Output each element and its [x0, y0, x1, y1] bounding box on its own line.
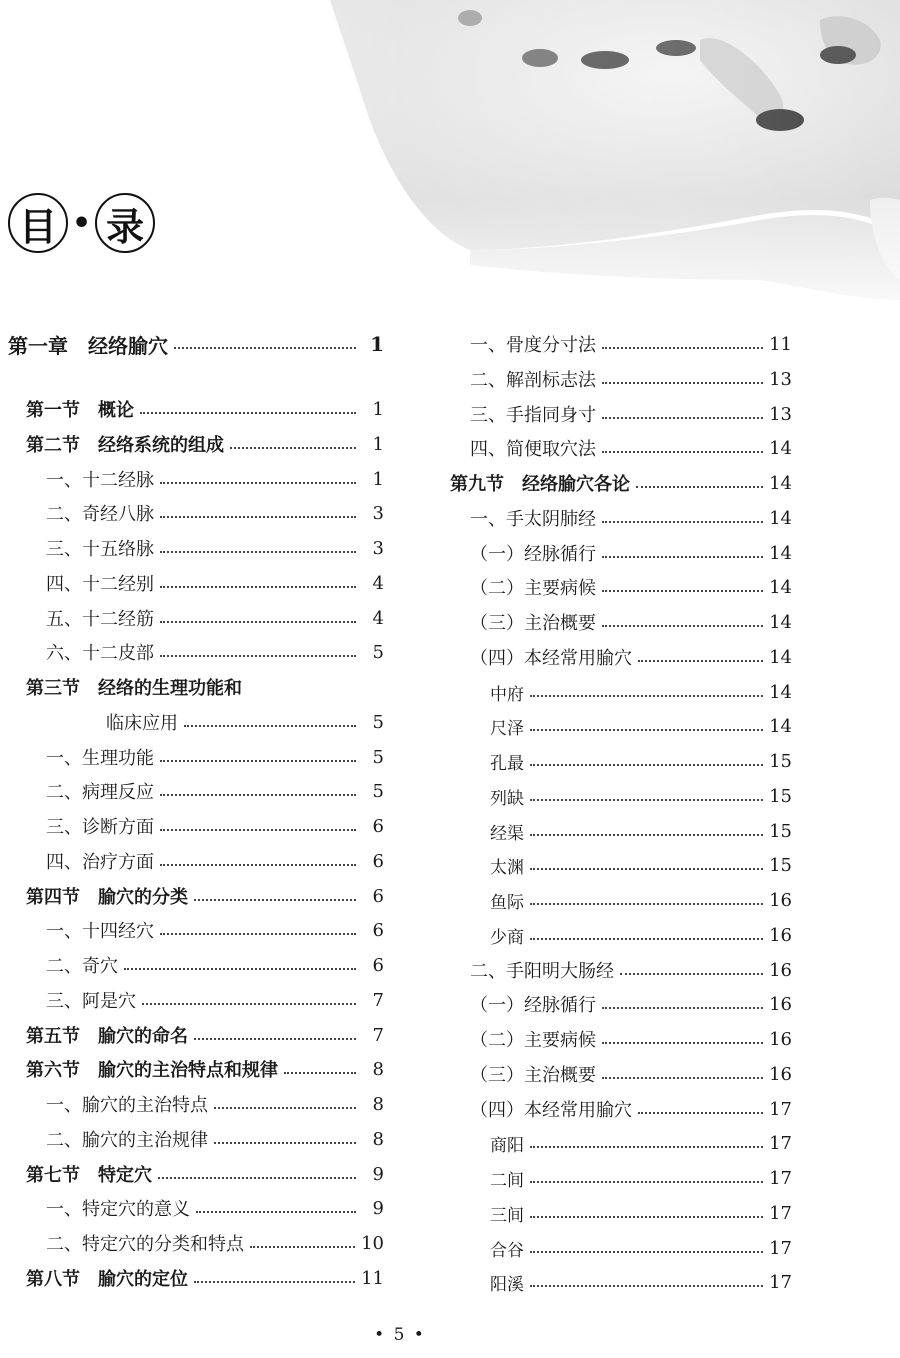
title-separator: • [72, 205, 92, 241]
toc-entry [432, 711, 792, 741]
toc-entry-page: 17 [769, 1098, 792, 1120]
toc-entry-label: 四、简便取穴法 [470, 439, 596, 460]
toc-entry-label: （四）本经常用腧穴 [470, 1100, 632, 1121]
toc-entry [8, 950, 384, 980]
toc-entry-page: 5 [372, 711, 384, 733]
toc-entry-page: 16 [769, 924, 792, 946]
toc-entry-page: 4 [372, 607, 384, 629]
toc-entry [432, 538, 792, 568]
toc-entry [8, 637, 384, 667]
dot-leader [196, 1211, 356, 1213]
toc-entry [432, 503, 792, 533]
dot-leader [602, 451, 763, 453]
toc-entry-label: 三间 [490, 1205, 524, 1226]
toc-entry-label: 第一节 概论 [26, 400, 134, 421]
toc-entry [432, 955, 792, 985]
toc-entry-label: 五、十二经筋 [46, 609, 154, 630]
dot-leader [284, 1072, 356, 1074]
dot-leader [602, 1007, 763, 1009]
toc-entry-page: 15 [769, 854, 792, 876]
toc-entry-label: 三、十五络脉 [46, 539, 154, 560]
toc-entry [432, 1198, 792, 1228]
toc-entry-label: 二、病理反应 [46, 782, 154, 803]
toc-entry-label: 商阳 [490, 1135, 524, 1156]
toc-entry-label: （四）本经常用腧穴 [470, 648, 632, 669]
toc-entry-label: 六、十二皮部 [46, 643, 154, 664]
dot-leader [638, 1112, 763, 1114]
dot-leader [174, 347, 356, 349]
toc-entry-page: 17 [769, 1132, 792, 1154]
dot-leader [602, 625, 763, 627]
toc-entry-page: 14 [769, 611, 792, 633]
dot-leader [530, 1181, 763, 1183]
toc-entry-page: 5 [372, 641, 384, 663]
toc-entry-page: 3 [372, 537, 384, 559]
toc-entry-label: 一、骨度分寸法 [470, 335, 596, 356]
dot-leader [602, 1042, 763, 1044]
page-title [8, 190, 155, 256]
toc-entry [8, 394, 384, 424]
toc-entry [8, 985, 384, 1015]
toc-entry [8, 603, 384, 633]
dot-leader [620, 973, 763, 975]
toc-entry [8, 329, 384, 359]
toc-entry [8, 1089, 384, 1119]
dot-leader [530, 868, 763, 870]
toc-entry-page: 6 [372, 885, 384, 907]
toc-entry-label: 少商 [490, 927, 524, 948]
toc-entry-label: 鱼际 [490, 892, 524, 913]
toc-entry-label: 第五节 腧穴的命名 [26, 1026, 188, 1047]
dot-leader [214, 1142, 356, 1144]
toc-entry-label: 二、奇穴 [46, 956, 118, 977]
dot-leader [124, 968, 356, 970]
toc-entry [8, 498, 384, 528]
toc-entry-page: 14 [769, 576, 792, 598]
dot-leader [230, 447, 356, 449]
toc-entry [432, 468, 792, 498]
toc-entry-page: 1 [372, 398, 384, 420]
toc-entry-page: 5 [372, 746, 384, 768]
dot-leader [638, 660, 763, 662]
toc-entry [432, 1267, 792, 1297]
dot-leader [214, 1107, 356, 1109]
toc-entry [8, 1228, 384, 1258]
toc-entry-page: 9 [372, 1197, 384, 1219]
toc-entry-label: 第二节 经络系统的组成 [26, 435, 224, 456]
toc-entry [432, 1233, 792, 1263]
toc-entry [8, 429, 384, 459]
toc-entry-label: 孔最 [490, 753, 524, 774]
dot-leader [602, 521, 763, 523]
toc-entry-label: 四、十二经别 [46, 574, 154, 595]
toc-entry-page: 16 [769, 1028, 792, 1050]
toc-entry-page: 16 [769, 993, 792, 1015]
toc-entry-page: 14 [769, 646, 792, 668]
toc-entry [8, 1054, 384, 1084]
dot-leader [602, 1077, 763, 1079]
dot-leader [530, 834, 763, 836]
toc-entry-page: 5 [372, 780, 384, 802]
toc-entry-label: 第七节 特定穴 [26, 1165, 152, 1186]
toc-entry-label: 二、腧穴的主治规律 [46, 1130, 208, 1151]
toc-entry-page: 17 [769, 1237, 792, 1259]
toc-entry-label: 一、腧穴的主治特点 [46, 1095, 208, 1116]
toc-entry-label: 三、阿是穴 [46, 991, 136, 1012]
dot-leader [602, 382, 763, 384]
toc-entry [432, 329, 792, 359]
dot-leader [160, 760, 356, 762]
toc-entry [8, 1263, 384, 1293]
toc-entry-label: 第六节 腧穴的主治特点和规律 [26, 1060, 278, 1081]
toc-entry [8, 1020, 384, 1050]
toc-entry-page: 17 [769, 1202, 792, 1224]
toc-entry-label: 第一章 经络腧穴 [8, 333, 168, 358]
toc-entry-label: 太渊 [490, 857, 524, 878]
dot-leader [602, 417, 763, 419]
toc-entry [432, 1128, 792, 1158]
toc-entry-page: 6 [372, 815, 384, 837]
toc-entry-page: 6 [372, 919, 384, 941]
toc-entry-label: （一）经脉循行 [470, 995, 596, 1016]
toc-entry-label: 阳溪 [490, 1274, 524, 1295]
toc-entry-page: 4 [372, 572, 384, 594]
toc-entry-label: 一、十二经脉 [46, 470, 154, 491]
page-number: • 5 • [374, 1325, 426, 1345]
toc-entry [8, 846, 384, 876]
dot-leader [530, 938, 763, 940]
toc-entry-page: 1 [370, 332, 384, 356]
dot-leader [184, 725, 356, 727]
toc-entry-label: 一、手太阴肺经 [470, 509, 596, 530]
dot-leader [194, 1281, 355, 1283]
toc-entry [432, 920, 792, 950]
toc-entry [432, 781, 792, 811]
toc-entry-page: 6 [372, 954, 384, 976]
toc-entry [8, 568, 384, 598]
toc-entry-page: 17 [769, 1271, 792, 1293]
toc-entry-label: 列缺 [490, 788, 524, 809]
toc-entry [432, 885, 792, 915]
toc-entry [432, 816, 792, 846]
dot-leader [160, 655, 356, 657]
dot-leader [160, 794, 356, 796]
toc-entry-page: 6 [372, 850, 384, 872]
toc-entry [432, 850, 792, 880]
dot-leader [530, 799, 763, 801]
toc-entry-page: 13 [769, 368, 792, 390]
toc-entry [8, 1193, 384, 1223]
dot-leader [530, 1251, 763, 1253]
title-char-mu: 目 [8, 193, 68, 253]
toc-entry-page: 8 [372, 1058, 384, 1080]
dot-leader [160, 829, 356, 831]
dot-leader [530, 729, 763, 731]
toc-entry [432, 746, 792, 776]
toc-entry-page: 14 [769, 472, 792, 494]
toc-entry-page: 14 [769, 715, 792, 737]
dot-leader [530, 695, 763, 697]
toc-entry-label: 一、十四经穴 [46, 921, 154, 942]
toc-entry-label: 尺泽 [490, 718, 524, 739]
toc-entry-page: 11 [361, 1267, 384, 1289]
toc-entry-label: （二）主要病候 [470, 578, 596, 599]
toc-entry-label: 二、特定穴的分类和特点 [46, 1234, 244, 1255]
dot-leader [160, 482, 356, 484]
toc-entry [8, 776, 384, 806]
toc-entry [8, 707, 384, 737]
dot-leader [142, 1003, 356, 1005]
toc-entry [432, 989, 792, 1019]
toc-entry [432, 433, 792, 463]
toc-entry-page: 1 [372, 468, 384, 490]
toc-entry-page: 7 [372, 989, 384, 1011]
toc-entry [8, 742, 384, 772]
toc-entry-label: 一、生理功能 [46, 748, 154, 769]
dot-leader [602, 556, 763, 558]
dot-leader [530, 903, 763, 905]
dot-leader [250, 1246, 355, 1248]
toc-entry-label: 二、解剖标志法 [470, 370, 596, 391]
toc-entry [8, 1124, 384, 1154]
toc-entry-label: 二、手阳明大肠经 [470, 961, 614, 982]
toc-entry-page: 14 [769, 507, 792, 529]
toc-entry-page: 11 [769, 333, 792, 355]
toc-entry [432, 607, 792, 637]
toc-entry [8, 672, 384, 702]
dot-leader [160, 586, 356, 588]
dot-leader [530, 1216, 763, 1218]
toc-entry-label: 第四节 腧穴的分类 [26, 887, 188, 908]
title-char-lu: 录 [95, 193, 155, 253]
toc-entry-page: 17 [769, 1167, 792, 1189]
toc-entry-page: 16 [769, 1063, 792, 1085]
toc-entry-label: 一、特定穴的意义 [46, 1199, 190, 1220]
toc-entry [8, 881, 384, 911]
toc-entry [432, 1059, 792, 1089]
toc-entry-page: 14 [769, 542, 792, 564]
toc-entry [432, 642, 792, 672]
toc-entry-page: 14 [769, 437, 792, 459]
toc-entry [432, 1094, 792, 1124]
dot-leader [530, 764, 763, 766]
toc-entry-page: 15 [769, 785, 792, 807]
toc-entry-label: 合谷 [490, 1240, 524, 1261]
toc-entry-page: 10 [361, 1232, 384, 1254]
toc-entry-page: 14 [769, 681, 792, 703]
toc-entry-label: 中府 [490, 684, 524, 705]
toc-entry-page: 1 [372, 433, 384, 455]
toc-entry-label: （二）主要病候 [470, 1030, 596, 1051]
toc-entry [432, 399, 792, 429]
toc-entry-page: 16 [769, 959, 792, 981]
toc-entry-label: （三）主治概要 [470, 1065, 596, 1086]
dot-leader [636, 486, 763, 488]
dot-leader [530, 1146, 763, 1148]
dot-leader [160, 621, 356, 623]
toc-entry-page: 13 [769, 403, 792, 425]
toc-entry [8, 811, 384, 841]
toc-entry-label: 第九节 经络腧穴各论 [450, 474, 630, 495]
toc-entry [432, 364, 792, 394]
toc-entry [8, 915, 384, 945]
toc-entry [8, 1159, 384, 1189]
toc-entry-page: 7 [372, 1024, 384, 1046]
dot-leader [140, 412, 356, 414]
toc-entry-label: 二间 [490, 1170, 524, 1191]
toc-entry-label: 三、诊断方面 [46, 817, 154, 838]
dot-leader [194, 1038, 356, 1040]
toc-entry-page: 16 [769, 889, 792, 911]
toc-entry-page: 15 [769, 750, 792, 772]
dot-leader [160, 933, 356, 935]
dot-leader [602, 347, 763, 349]
toc-entry [432, 572, 792, 602]
dot-leader [530, 1285, 763, 1287]
toc-entry-page: 9 [372, 1163, 384, 1185]
toc-entry-label: 经渠 [490, 823, 524, 844]
toc-entry-page: 15 [769, 820, 792, 842]
hot-stone-massage-photo [0, 0, 900, 330]
dot-leader [194, 899, 356, 901]
toc-entry-page: 8 [372, 1128, 384, 1150]
dot-leader [160, 551, 356, 553]
toc-entry-label: 第三节 经络的生理功能和 [26, 678, 242, 699]
dot-leader [160, 864, 356, 866]
dot-leader [602, 590, 763, 592]
toc-entry-label: （一）经脉循行 [470, 544, 596, 565]
toc-entry-label: 二、奇经八脉 [46, 504, 154, 525]
toc-entry-page: 8 [372, 1093, 384, 1115]
dot-leader [160, 516, 356, 518]
toc-entry-label: 第八节 腧穴的定位 [26, 1269, 188, 1290]
dot-leader [158, 1177, 356, 1179]
toc-entry-label: 三、手指同身寸 [470, 405, 596, 426]
toc-entry-page: 3 [372, 502, 384, 524]
toc-entry-label: （三）主治概要 [470, 613, 596, 634]
toc-entry [8, 533, 384, 563]
toc-entry [432, 1163, 792, 1193]
toc-entry-label: 临床应用 [106, 713, 178, 734]
toc-entry [432, 677, 792, 707]
toc-entry [432, 1024, 792, 1054]
toc-entry-label: 四、治疗方面 [46, 852, 154, 873]
toc-entry [8, 464, 384, 494]
